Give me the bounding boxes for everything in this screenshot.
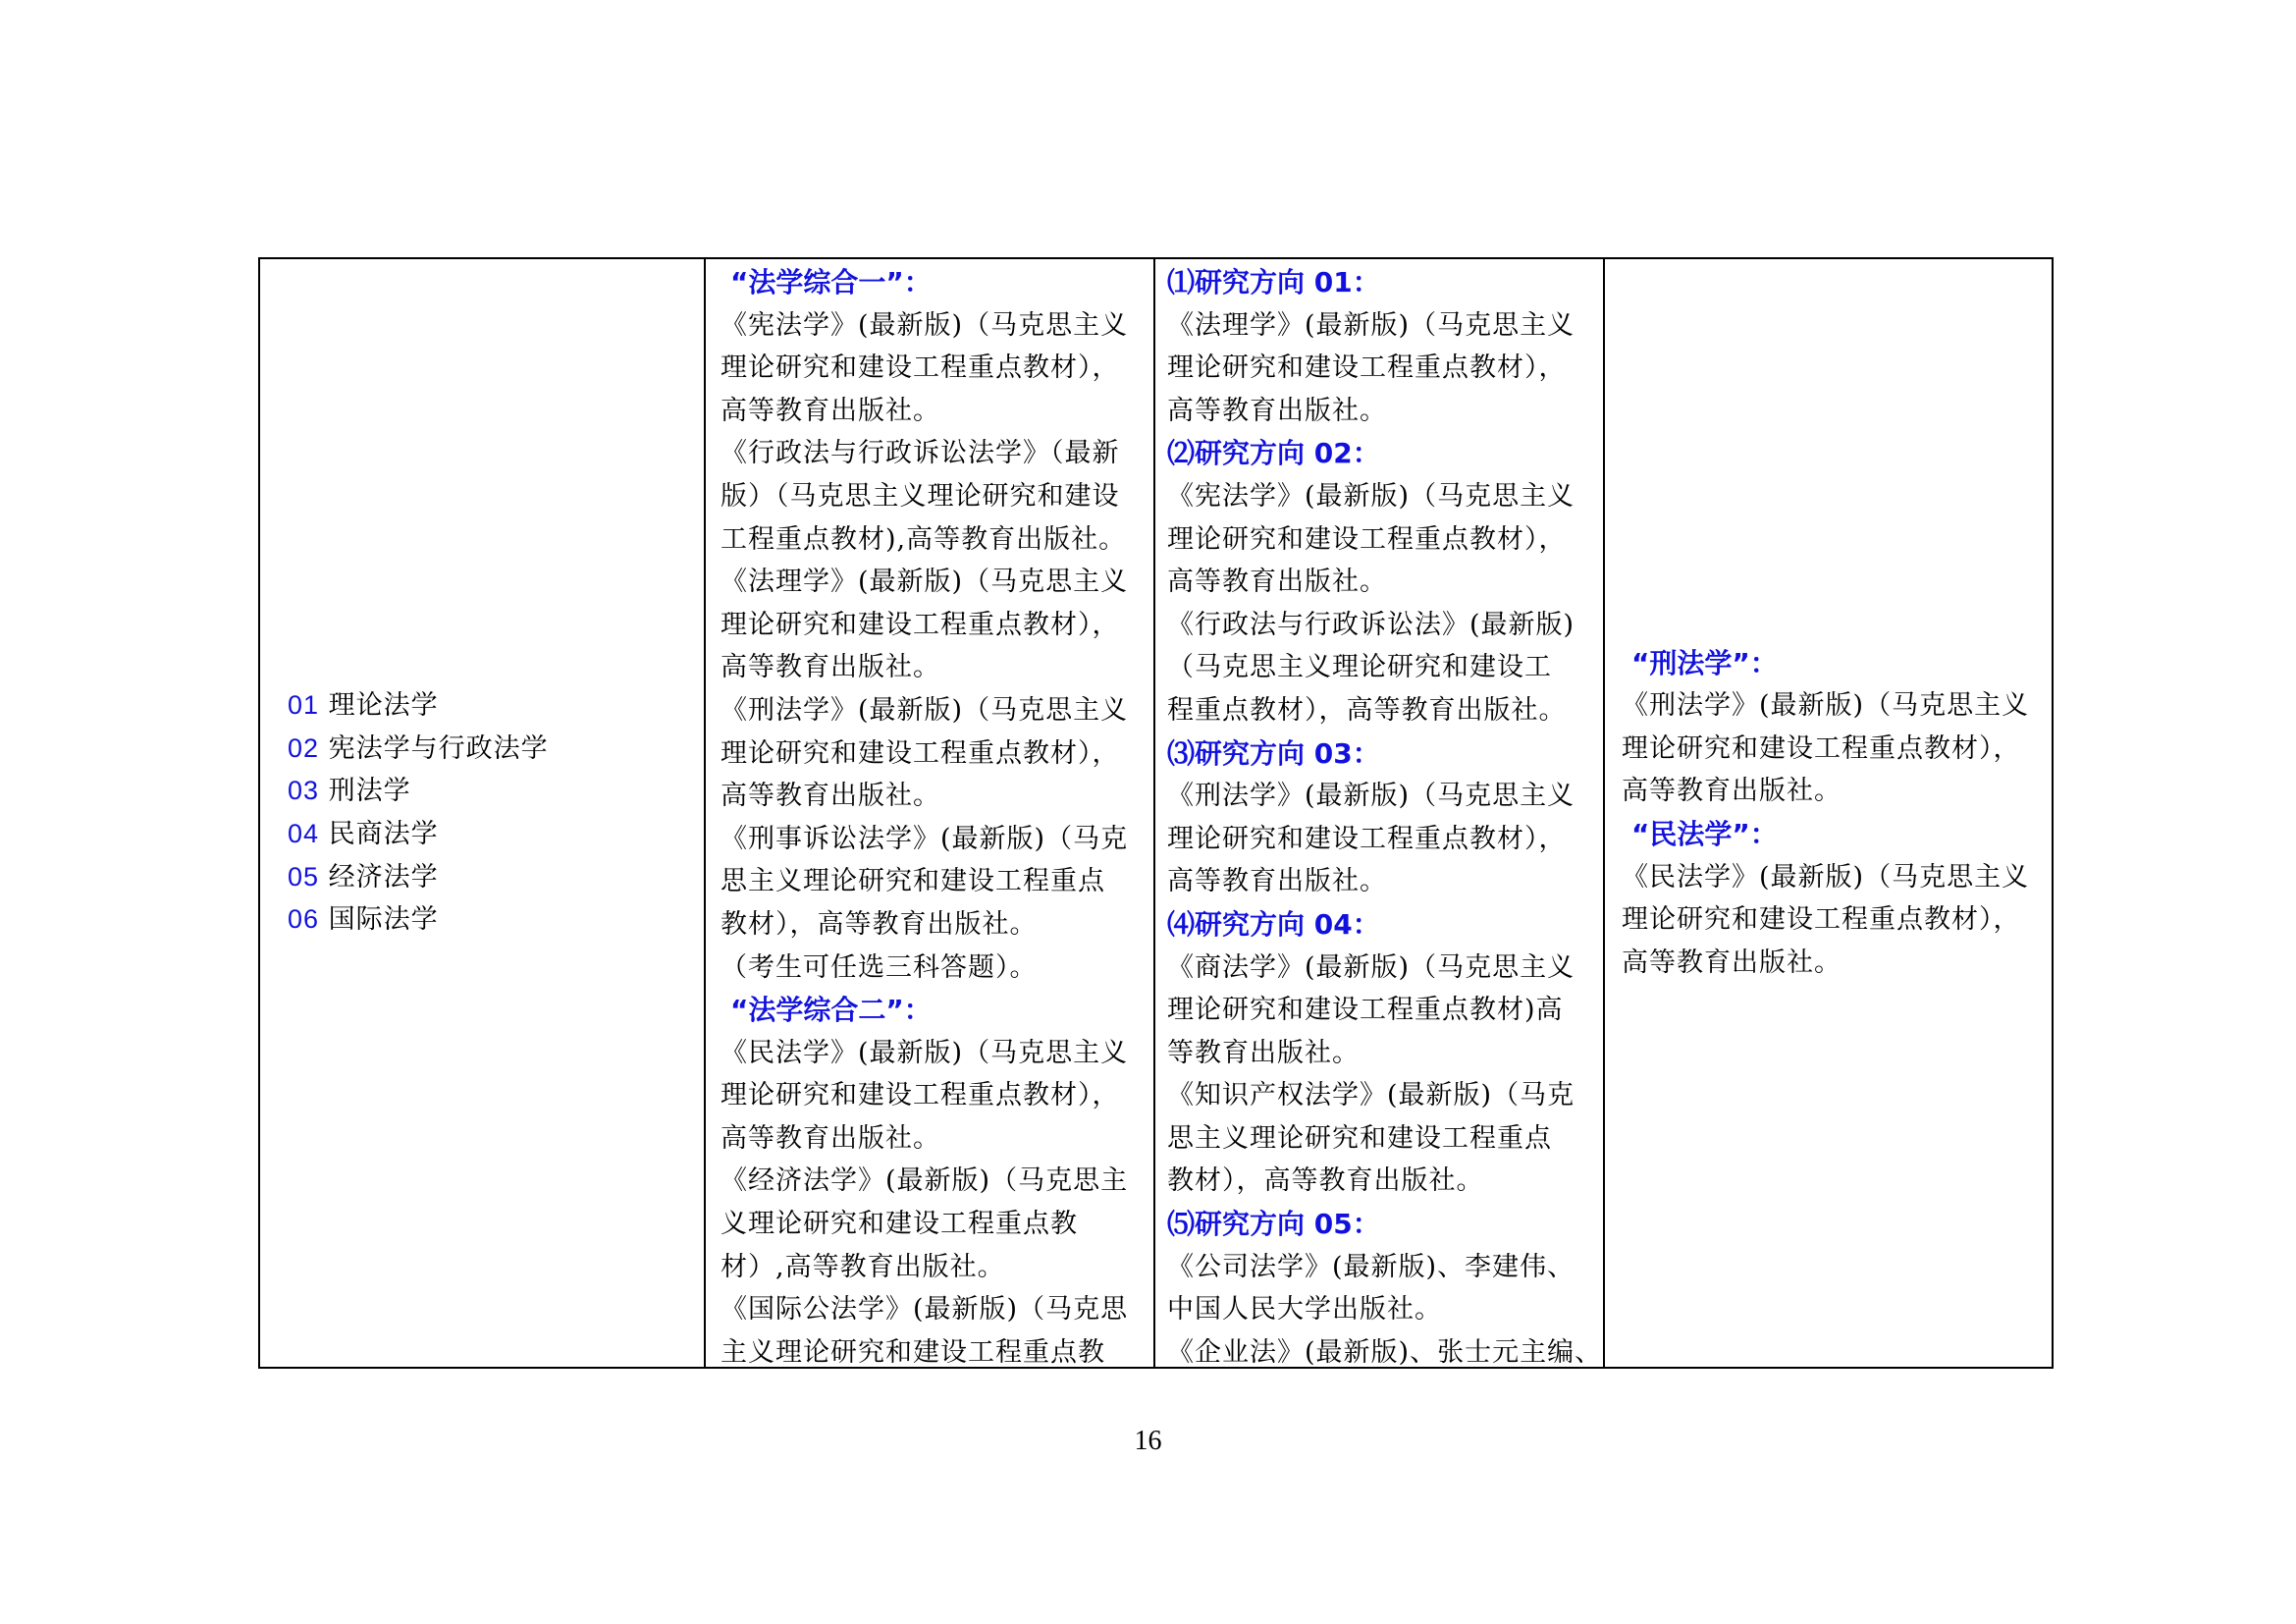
book-line: 材）,高等教育出版社。 <box>721 1251 1005 1282</box>
table-row <box>259 258 2053 1368</box>
book-line: 《民法学》(最新版)（马克思主义 <box>1622 861 2030 893</box>
book-line: 理论研究和建设工程重点教材）， <box>1622 732 2021 764</box>
book-list-table <box>258 257 2054 1369</box>
book-line: 《行政法与行政诉讼法》(最新版) <box>1167 609 1575 640</box>
retest-list <box>1622 259 2052 1367</box>
direction-heading: ⑸研究方向 05： <box>1167 1208 1380 1241</box>
exam-books-cell <box>705 258 1154 1368</box>
direction-heading: ⑴研究方向 01： <box>1167 266 1380 298</box>
major-item <box>260 728 704 771</box>
book-line: 《刑法学》(最新版)（马克思主义 <box>1622 690 2030 722</box>
note-line: （考生可任选三科答题）。 <box>721 951 1038 983</box>
book-line: 《国际公法学》(最新版)（马克思 <box>721 1294 1129 1326</box>
book-line: 义理论研究和建设工程重点教 <box>721 1209 1078 1240</box>
book-line: 《民法学》(最新版)（马克思主义 <box>721 1037 1129 1068</box>
major-name: 宪法学与行政法学 <box>328 732 549 764</box>
major-item <box>260 898 704 942</box>
major-code: 02 <box>288 732 320 763</box>
major-code: 04 <box>288 819 320 848</box>
book-line: 《商法学》(最新版)（马克思主义 <box>1167 951 1575 983</box>
section-heading: “民法学”： <box>1631 818 1778 850</box>
book-line: 理论研究和建设工程重点教材）， <box>721 737 1120 769</box>
book-line: 主义理论研究和建设工程重点教 <box>721 1336 1105 1367</box>
book-line: 理论研究和建设工程重点教材）， <box>721 609 1120 640</box>
majors-cell <box>259 258 705 1368</box>
section-heading: “法学综合一”： <box>730 266 932 298</box>
book-line: 版）（马克思主义理论研究和建设 <box>721 480 1120 512</box>
book-line: 高等教育出版社。 <box>721 1122 940 1154</box>
book-line: 教材），高等教育出版社。 <box>1167 1165 1484 1197</box>
major-code: 03 <box>288 776 320 806</box>
book-line: 《宪法学》(最新版)（马克思主义 <box>1167 480 1575 512</box>
direction-heading: ⑶研究方向 03： <box>1167 736 1380 770</box>
major-item <box>260 770 704 813</box>
major-item <box>260 856 704 899</box>
book-line: 教材），高等教育出版社。 <box>721 908 1038 940</box>
book-line: 高等教育出版社。 <box>1622 947 1842 978</box>
book-line: 高等教育出版社。 <box>1167 567 1387 598</box>
book-line: 理论研究和建设工程重点教材)高 <box>1167 995 1564 1026</box>
major-name: 经济法学 <box>328 861 439 893</box>
book-line: 程重点教材），高等教育出版社。 <box>1167 694 1567 726</box>
retest-cell <box>1604 258 2053 1368</box>
book-line: 《行政法与行政诉讼法学》（最新 <box>721 438 1120 469</box>
major-item <box>260 684 704 728</box>
book-line: 《企业法》(最新版)、张士元主编、 <box>1167 1336 1603 1367</box>
page-number: 16 <box>1134 1426 1162 1456</box>
major-code: 01 <box>288 690 320 721</box>
book-line: 工程重点教材),高等教育出版社。 <box>721 523 1127 555</box>
major-list <box>260 259 704 1367</box>
book-line: 《刑法学》(最新版)（马克思主义 <box>721 694 1129 726</box>
major-code: 06 <box>288 904 320 935</box>
book-line: 理论研究和建设工程重点教材）， <box>721 352 1120 384</box>
book-line: 理论研究和建设工程重点教材）， <box>1167 823 1567 854</box>
book-line: 理论研究和建设工程重点教材）， <box>1167 523 1567 555</box>
book-line: 高等教育出版社。 <box>721 395 940 426</box>
book-line: 高等教育出版社。 <box>1622 776 1842 807</box>
section-heading: “法学综合二”： <box>730 994 932 1027</box>
book-line: 《法理学》(最新版)（马克思主义 <box>1167 309 1575 341</box>
book-line: 中国人民大学出版社。 <box>1167 1294 1442 1326</box>
book-line: （马克思主义理论研究和建设工 <box>1167 652 1552 683</box>
book-line: 高等教育出版社。 <box>721 781 940 812</box>
book-line: 《宪法学》(最新版)（马克思主义 <box>721 309 1129 341</box>
book-line: 思主义理论研究和建设工程重点 <box>1167 1122 1552 1154</box>
major-name: 刑法学 <box>328 776 411 807</box>
book-line: 《知识产权法学》(最新版)（马克 <box>1167 1080 1575 1111</box>
book-line: 高等教育出版社。 <box>1167 395 1387 426</box>
book-line: 《刑事诉讼法学》(最新版)（马克 <box>721 823 1129 854</box>
major-item <box>260 813 704 856</box>
section-heading: “刑法学”： <box>1631 646 1778 679</box>
book-line: 《刑法学》(最新版)（马克思主义 <box>1167 781 1575 812</box>
book-line: 《法理学》(最新版)（马克思主义 <box>721 567 1129 598</box>
major-code: 05 <box>288 861 320 892</box>
book-line: 《经济法学》(最新版)（马克思主 <box>721 1165 1129 1197</box>
book-line: 理论研究和建设工程重点教材）， <box>1622 904 2021 936</box>
book-line: 理论研究和建设工程重点教材）， <box>721 1080 1120 1111</box>
major-name: 民商法学 <box>328 819 439 849</box>
book-line: 思主义理论研究和建设工程重点 <box>721 866 1105 897</box>
book-line: 高等教育出版社。 <box>721 652 940 683</box>
book-line: 《公司法学》(最新版)、李建伟、 <box>1167 1251 1575 1282</box>
book-line: 高等教育出版社。 <box>1167 866 1387 897</box>
book-line: 等教育出版社。 <box>1167 1037 1360 1068</box>
book-line: 理论研究和建设工程重点教材）， <box>1167 352 1567 384</box>
major-name: 理论法学 <box>328 690 439 722</box>
direction-heading: ⑵研究方向 02： <box>1167 437 1380 470</box>
directions-cell <box>1154 258 1604 1368</box>
major-name: 国际法学 <box>328 904 439 936</box>
direction-heading: ⑷研究方向 04： <box>1167 907 1380 941</box>
